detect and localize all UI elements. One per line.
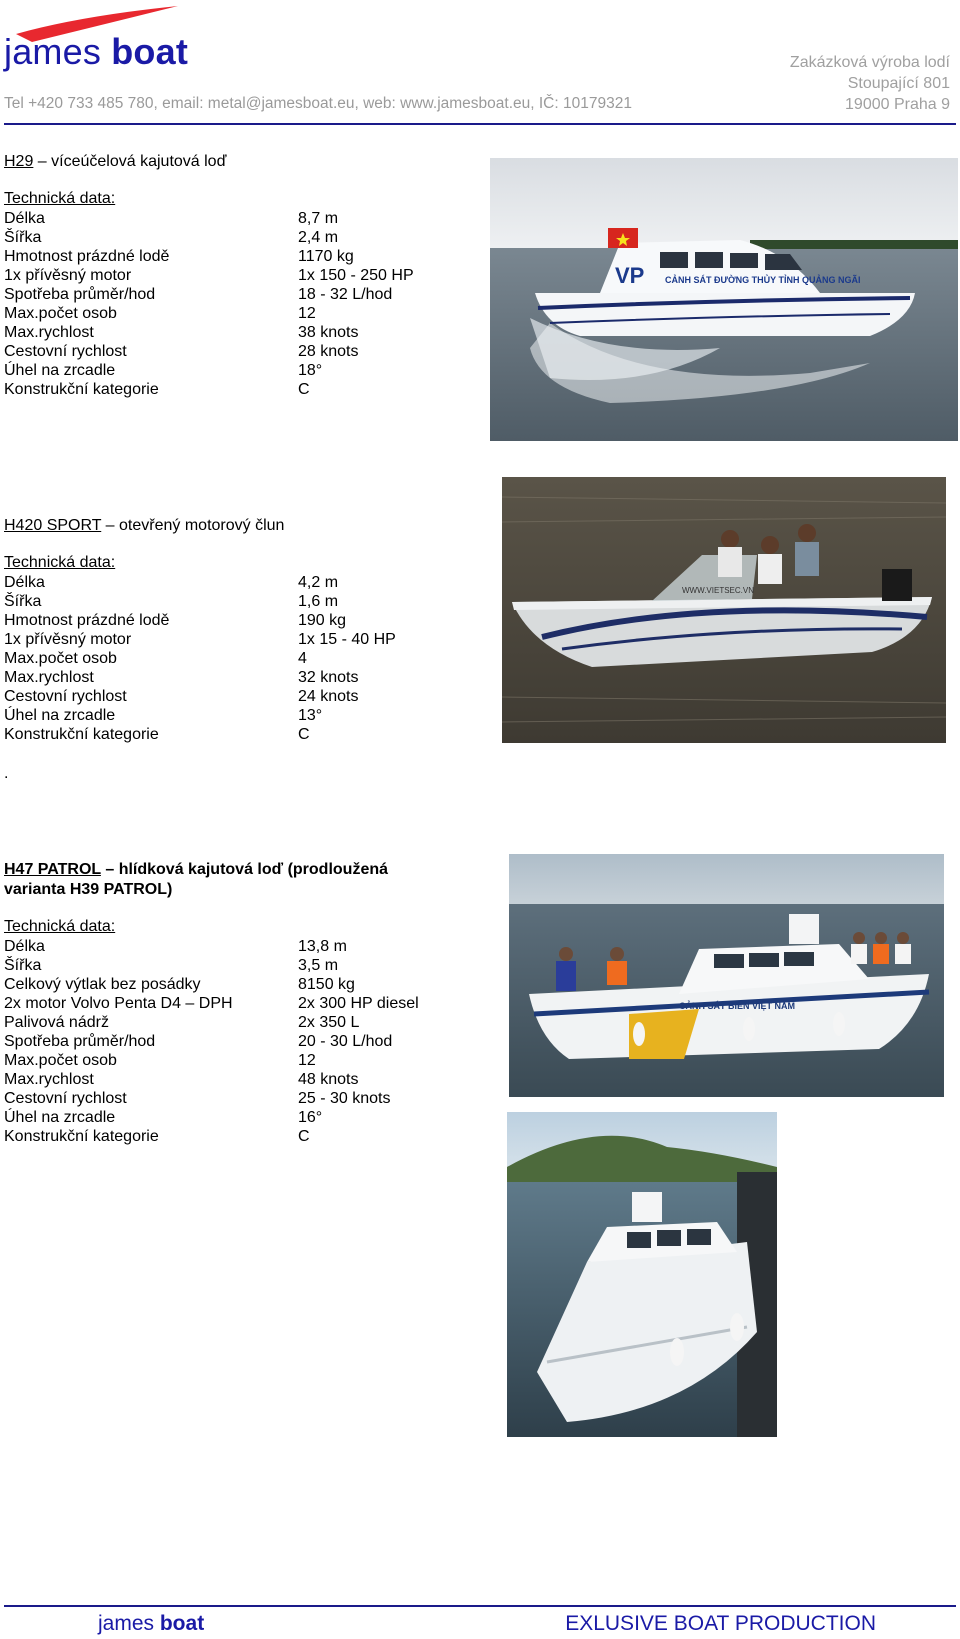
spec-key: Konstrukční kategorie [4,381,159,398]
spec-key: Šířka [4,957,42,974]
spec-row [4,1013,464,1032]
spec-key: Délka [4,574,45,591]
spec-row [4,649,464,668]
spec-key: 1x přívěsný motor [4,631,132,648]
tagline-line-2: Stoupající 801 [847,75,950,92]
spec-row [4,266,464,285]
spec-row [4,1089,464,1108]
section-label: Technická data: [4,190,116,207]
spec-row [4,1108,464,1127]
tagline-line-3: 19000 Praha 9 [845,96,950,113]
spec-table-h47 [4,937,464,1146]
spec-row [4,937,464,956]
boat-description: – otevřený motorový člun [101,517,285,534]
brand-word-james: james [4,31,102,72]
spec-key: 2x motor Volvo Penta D4 – DPH [4,995,233,1012]
spec-key: Spotřeba průměr/hod [4,1033,156,1050]
spec-row [4,209,464,228]
spec-value: 4,2 m [298,574,339,591]
spec-key: Délka [4,938,45,955]
footer-slogan: EXLUSIVE BOAT PRODUCTION [565,1612,876,1635]
company-address [790,52,950,115]
spec-value: 16° [298,1109,323,1126]
spec-value: 48 knots [298,1071,359,1088]
boat-title-h29 [4,152,226,172]
spec-row [4,592,464,611]
boat-description: – hlídková kajutová loď (prodloužená [100,861,389,878]
spec-value: 13,8 m [298,938,347,955]
spec-key: Celkový výtlak bez posádky [4,976,201,993]
spec-value: 24 knots [298,688,359,705]
spec-key: Konstrukční kategorie [4,1128,159,1145]
spec-row [4,725,464,744]
spec-value: 13° [298,707,323,724]
spec-row [4,285,464,304]
spec-value: 2x 300 HP diesel [298,995,419,1012]
spec-key: Max.rychlost [4,1071,94,1088]
spec-row [4,380,464,399]
spec-key: Konstrukční kategorie [4,726,159,743]
contact-line: Tel +420 733 485 780, email: metal@jamesboat.eu, web: www.jamesboat.eu, IČ: 10179321 [4,95,632,112]
spec-value: 38 knots [298,324,359,341]
spec-row [4,1070,464,1089]
spec-row [4,304,464,323]
spec-key: Max.rychlost [4,669,94,686]
spec-row [4,956,464,975]
spec-key: Cestovní rychlost [4,343,127,360]
svg-text:WWW.VIETSEC.VN: WWW.VIETSEC.VN [682,586,754,595]
spec-row [4,1032,464,1051]
spec-value: 8150 kg [298,976,355,993]
spec-value: 20 - 30 L/hod [298,1033,393,1050]
spec-value: 1x 15 - 40 HP [298,631,396,648]
svg-text:CẢNH SÁT ĐƯỜNG THỦY TỈNH QUẢNG: CẢNH SÁT ĐƯỜNG THỦY TỈNH QUẢNG NGÃI [665,275,861,285]
spec-key: Spotřeba průměr/hod [4,286,156,303]
spec-value: 12 [298,305,316,322]
section-label: Technická data: [4,918,116,935]
spec-key: Cestovní rychlost [4,688,127,705]
company-logo [4,31,189,72]
spec-value: 18 - 32 L/hod [298,286,393,303]
spec-key: Úhel na zrcadle [4,707,116,724]
brand-word-boat: boat [111,31,189,72]
spec-key: 1x přívěsný motor [4,267,132,284]
spec-row [4,611,464,630]
spec-table-h29 [4,209,464,399]
spec-key: Max.rychlost [4,324,94,341]
spec-row [4,573,464,592]
spec-row [4,687,464,706]
spec-key: Cestovní rychlost [4,1090,127,1107]
spec-key: Palivová nádrž [4,1014,109,1031]
footer-brand-boat: boat [159,1612,205,1635]
spec-key: Max.počet osob [4,1052,117,1069]
footer-divider [4,1605,956,1607]
spec-key: Délka [4,210,45,227]
spec-row [4,630,464,649]
spec-value: 1,6 m [298,593,339,610]
spec-row [4,706,464,725]
section-label: Technická data: [4,554,116,571]
spec-value: 2,4 m [298,229,339,246]
spec-row [4,228,464,247]
boat-photo-h29 [490,158,958,441]
boat-photo-h47-bow [507,1112,777,1437]
footer-brand-james: james [98,1612,160,1635]
boat-photo-h420 [502,477,946,743]
boat-title-line-1 [4,860,388,880]
spec-value: 32 knots [298,669,359,686]
header-divider [4,123,956,125]
spec-row [4,668,464,687]
tagline-line-1: Zakázková výroba lodí [789,54,950,71]
boat-title-h47 [4,860,388,900]
spec-value: 4 [298,650,307,667]
spec-value: 28 knots [298,343,359,360]
spec-value: C [298,726,310,743]
spec-key: Max.počet osob [4,305,117,322]
svg-text:CẢNH SÁT BIỂN VIỆT NAM: CẢNH SÁT BIỂN VIỆT NAM [679,1001,796,1011]
boat-title-line-2: varianta H39 PATROL) [4,881,173,898]
spec-table-h420 [4,573,464,744]
svg-text:VP: VP [615,263,645,288]
spec-key: Hmotnost prázdné lodě [4,248,170,265]
spec-value: 3,5 m [298,957,339,974]
boat-model: H47 PATROL [4,861,101,878]
spec-row [4,323,464,342]
spec-key: Úhel na zrcadle [4,362,116,379]
spec-row [4,1127,464,1146]
spec-key: Šířka [4,593,42,610]
spec-value: 1170 kg [298,248,354,265]
spec-key: Hmotnost prázdné lodě [4,612,170,629]
spec-key: Úhel na zrcadle [4,1109,116,1126]
trailing-period: . [4,765,9,782]
spec-row [4,342,464,361]
boat-description: – víceúčelová kajutová loď [33,153,227,170]
footer-brand [98,1612,204,1636]
spec-value: 8,7 m [298,210,339,227]
boat-photo-h47-side [509,854,944,1097]
spec-value: C [298,381,310,398]
spec-key: Max.počet osob [4,650,117,667]
spec-row [4,247,464,266]
spec-value: 2x 350 L [298,1014,360,1031]
spec-value: 1x 150 - 250 HP [298,267,414,284]
spec-value: 12 [298,1052,316,1069]
spec-value: C [298,1128,310,1145]
boat-model: H29 [4,153,34,170]
spec-row [4,361,464,380]
spec-row [4,994,464,1013]
spec-row [4,1051,464,1070]
boat-title-h420 [4,516,284,536]
spec-value: 25 - 30 knots [298,1090,391,1107]
spec-value: 190 kg [298,612,347,629]
spec-row [4,975,464,994]
boat-model: H420 SPORT [4,517,102,534]
spec-key: Šířka [4,229,42,246]
spec-value: 18° [298,362,323,379]
